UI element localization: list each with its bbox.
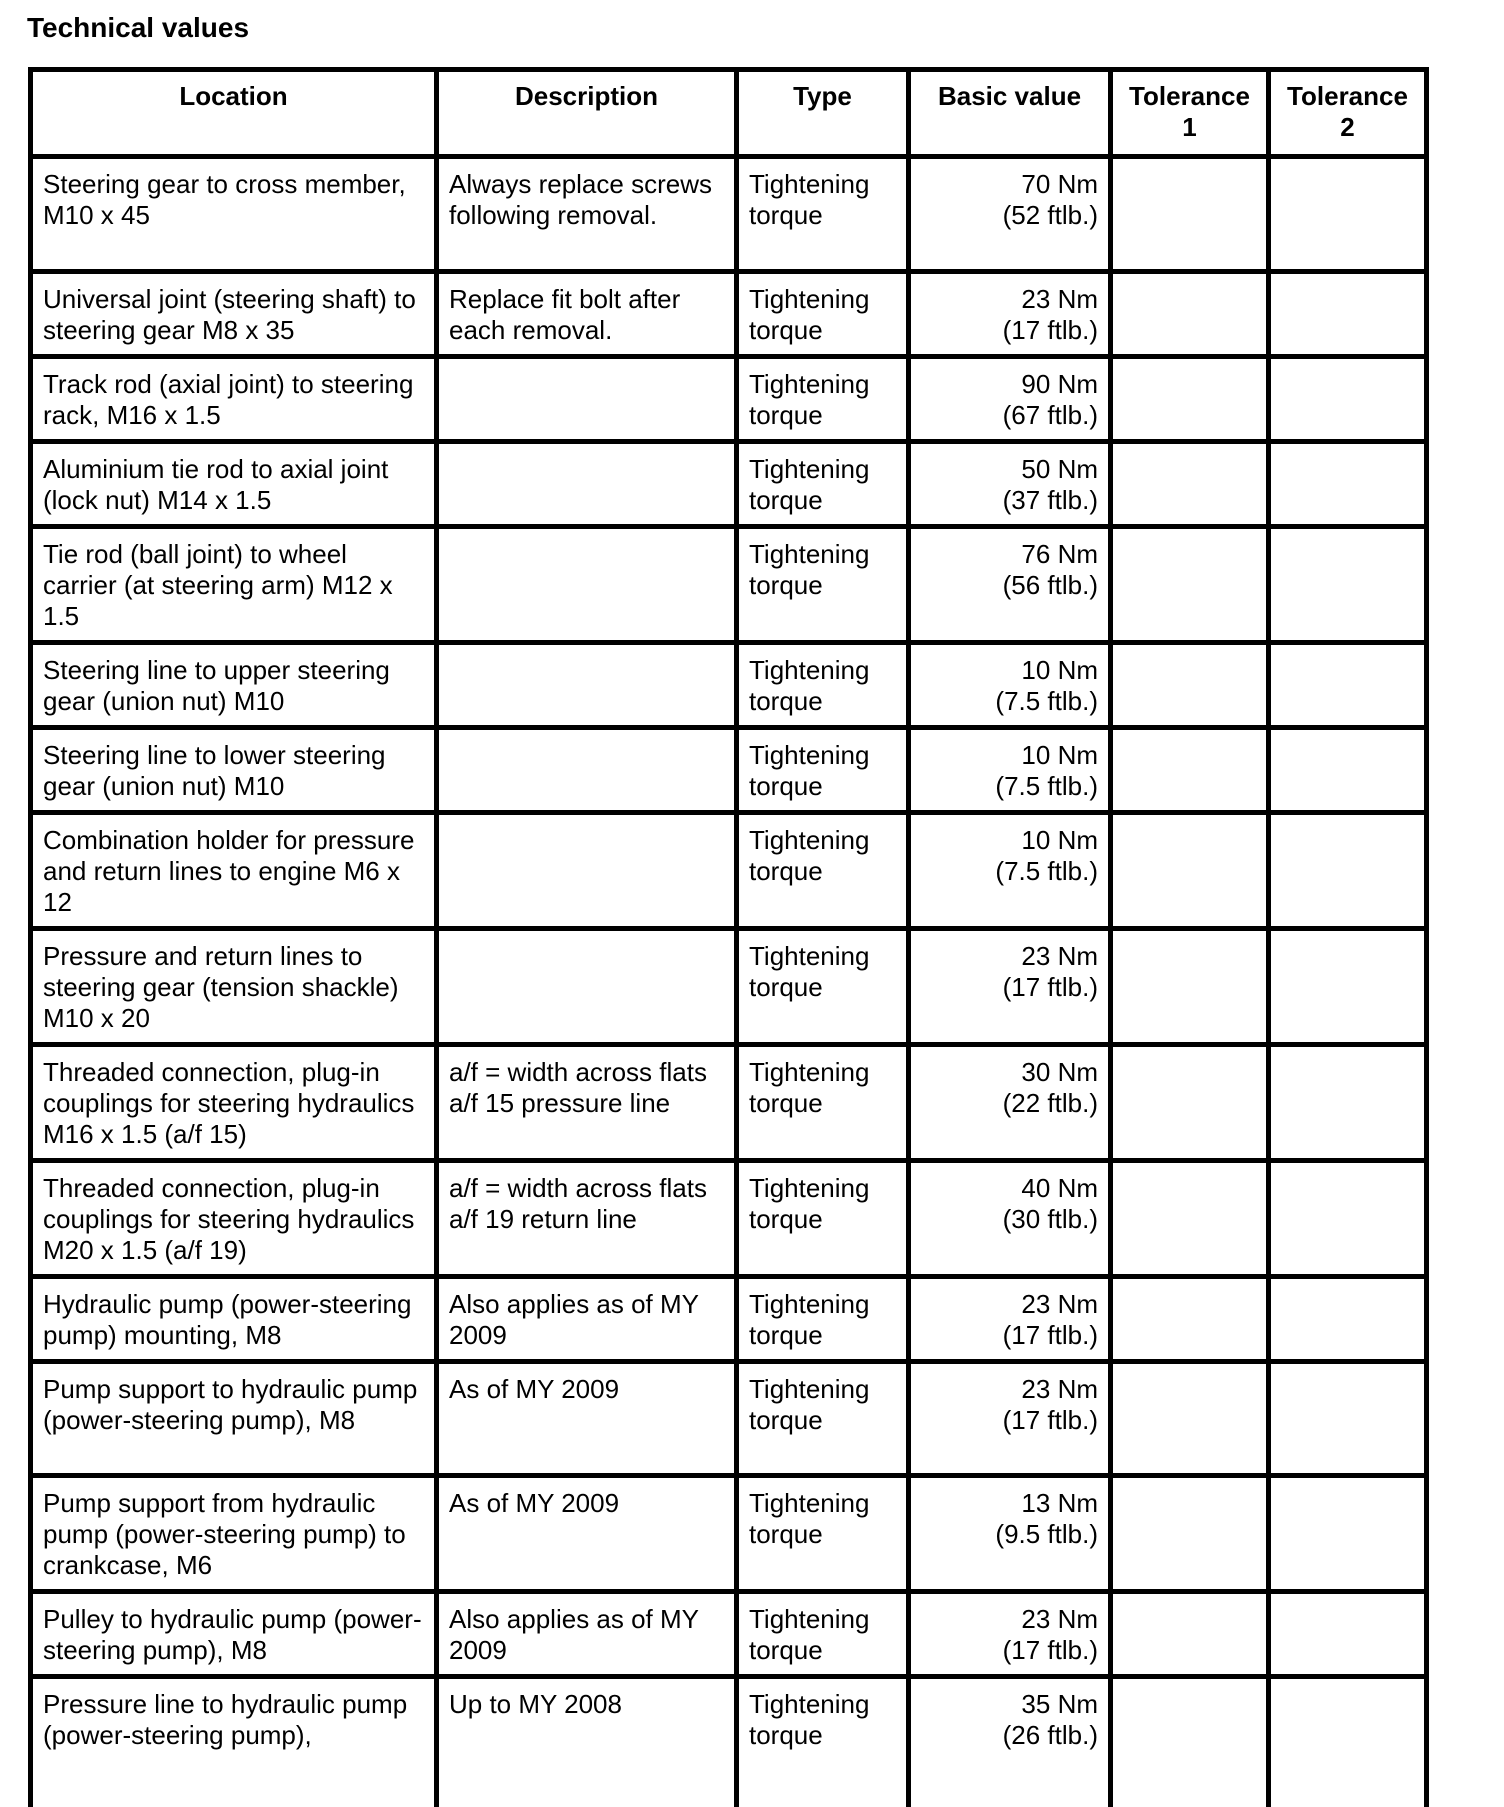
type-cell: Tightening torque [737, 929, 909, 1045]
technical-values-table-container [28, 67, 1424, 1807]
tolerance-2-cell [1269, 1476, 1427, 1592]
basic-value-cell [909, 1045, 1111, 1161]
table-row [31, 643, 1427, 728]
type-cell: Tightening torque [737, 643, 909, 728]
description-cell [437, 813, 737, 929]
basic-value-ftlb: (17 ftlb.) [1002, 1320, 1098, 1350]
tolerance-2-cell [1269, 442, 1427, 527]
basic-value-ftlb: (30 ftlb.) [1002, 1204, 1098, 1234]
location-cell: Track rod (axial joint) to steering rack, M16 x 1.5 [31, 357, 437, 442]
tolerance-1-cell [1111, 442, 1269, 527]
basic-value-cell [909, 1476, 1111, 1592]
tolerance-1-cell [1111, 813, 1269, 929]
type-cell: Tightening torque [737, 728, 909, 813]
type-cell: Tightening torque [737, 1476, 909, 1592]
basic-value-ftlb: (17 ftlb.) [1002, 315, 1098, 345]
location-cell: Aluminium tie rod to axial joint (lock nut) M14 x 1.5 [31, 442, 437, 527]
basic-value-nm: 23 Nm [1021, 284, 1098, 314]
location-cell: Threaded connection, plug-in couplings for steering hydraulics M16 x 1.5 (a/f 15) [31, 1045, 437, 1161]
tolerance-2-cell [1269, 1161, 1427, 1277]
tolerance-1-cell [1111, 1045, 1269, 1161]
table-row [31, 272, 1427, 357]
tolerance-2-cell [1269, 527, 1427, 643]
basic-value-ftlb: (7.5 ftlb.) [995, 686, 1098, 716]
description-cell: Also applies as of MY 2009 [437, 1592, 737, 1677]
technical-values-table [28, 67, 1429, 1807]
description-cell: As of MY 2009 [437, 1476, 737, 1592]
description-cell: a/f = width across flats a/f 19 return line [437, 1161, 737, 1277]
tolerance-1-cell [1111, 1592, 1269, 1677]
column-header-tolerance-1: Tolerance 1 [1111, 70, 1269, 157]
table-row [31, 1045, 1427, 1161]
type-cell: Tightening torque [737, 1362, 909, 1476]
description-cell [437, 728, 737, 813]
table-row [31, 1677, 1427, 1807]
basic-value-cell [909, 1277, 1111, 1362]
tolerance-2-cell [1269, 643, 1427, 728]
basic-value-nm: 76 Nm [1021, 539, 1098, 569]
location-cell: Tie rod (ball joint) to wheel carrier (at steering arm) M12 x 1.5 [31, 527, 437, 643]
location-cell: Pump support to hydraulic pump (power-steering pump), M8 [31, 1362, 437, 1476]
tolerance-1-cell [1111, 728, 1269, 813]
table-row [31, 929, 1427, 1045]
basic-value-cell [909, 157, 1111, 272]
table-row [31, 527, 1427, 643]
tolerance-1-cell [1111, 1362, 1269, 1476]
basic-value-cell [909, 1161, 1111, 1277]
type-cell: Tightening torque [737, 272, 909, 357]
basic-value-nm: 10 Nm [1021, 825, 1098, 855]
basic-value-ftlb: (56 ftlb.) [1002, 570, 1098, 600]
type-cell: Tightening torque [737, 1161, 909, 1277]
location-cell: Steering gear to cross member, M10 x 45 [31, 157, 437, 272]
column-header-location: Location [31, 70, 437, 157]
basic-value-cell [909, 1362, 1111, 1476]
basic-value-nm: 30 Nm [1021, 1057, 1098, 1087]
location-cell: Pump support from hydraulic pump (power-steering pump) to crankcase, M6 [31, 1476, 437, 1592]
basic-value-cell [909, 527, 1111, 643]
description-cell [437, 643, 737, 728]
basic-value-cell [909, 929, 1111, 1045]
description-cell [437, 929, 737, 1045]
basic-value-cell [909, 1592, 1111, 1677]
basic-value-nm: 10 Nm [1021, 655, 1098, 685]
tolerance-1-cell [1111, 357, 1269, 442]
location-cell: Steering line to lower steering gear (union nut) M10 [31, 728, 437, 813]
type-cell: Tightening torque [737, 527, 909, 643]
table-row [31, 1476, 1427, 1592]
basic-value-cell [909, 272, 1111, 357]
tolerance-2-cell [1269, 357, 1427, 442]
type-cell: Tightening torque [737, 813, 909, 929]
basic-value-nm: 35 Nm [1021, 1689, 1098, 1719]
type-cell: Tightening torque [737, 442, 909, 527]
basic-value-nm: 23 Nm [1021, 941, 1098, 971]
tolerance-1-cell [1111, 1476, 1269, 1592]
type-cell: Tightening torque [737, 357, 909, 442]
basic-value-cell [909, 357, 1111, 442]
table-row [31, 357, 1427, 442]
description-cell: Also applies as of MY 2009 [437, 1277, 737, 1362]
basic-value-ftlb: (9.5 ftlb.) [995, 1519, 1098, 1549]
basic-value-ftlb: (52 ftlb.) [1002, 200, 1098, 230]
description-cell: As of MY 2009 [437, 1362, 737, 1476]
location-cell: Pulley to hydraulic pump (power-steering pump), M8 [31, 1592, 437, 1677]
table-header-row [31, 70, 1427, 157]
basic-value-ftlb: (37 ftlb.) [1002, 485, 1098, 515]
description-cell [437, 527, 737, 643]
tolerance-1-cell [1111, 929, 1269, 1045]
table-row [31, 1592, 1427, 1677]
tolerance-2-cell [1269, 1045, 1427, 1161]
basic-value-cell [909, 813, 1111, 929]
tolerance-2-cell [1269, 1277, 1427, 1362]
tolerance-2-cell [1269, 1362, 1427, 1476]
tolerance-1-cell [1111, 1677, 1269, 1807]
type-cell: Tightening torque [737, 1277, 909, 1362]
location-cell: Threaded connection, plug-in couplings for steering hydraulics M20 x 1.5 (a/f 19) [31, 1161, 437, 1277]
basic-value-nm: 10 Nm [1021, 740, 1098, 770]
table-row [31, 1277, 1427, 1362]
tolerance-1-cell [1111, 1277, 1269, 1362]
description-cell [437, 442, 737, 527]
basic-value-nm: 50 Nm [1021, 454, 1098, 484]
table-row [31, 1362, 1427, 1476]
basic-value-ftlb: (67 ftlb.) [1002, 400, 1098, 430]
basic-value-ftlb: (17 ftlb.) [1002, 972, 1098, 1002]
basic-value-nm: 70 Nm [1021, 169, 1098, 199]
tolerance-2-cell [1269, 929, 1427, 1045]
type-cell: Tightening torque [737, 1677, 909, 1807]
column-header-description: Description [437, 70, 737, 157]
basic-value-cell [909, 442, 1111, 527]
tolerance-2-cell [1269, 728, 1427, 813]
basic-value-ftlb: (7.5 ftlb.) [995, 856, 1098, 886]
table-row [31, 1161, 1427, 1277]
tolerance-1-cell [1111, 643, 1269, 728]
tolerance-2-cell [1269, 813, 1427, 929]
description-cell: a/f = width across flats a/f 15 pressure line [437, 1045, 737, 1161]
type-cell: Tightening torque [737, 1592, 909, 1677]
basic-value-nm: 23 Nm [1021, 1289, 1098, 1319]
basic-value-ftlb: (17 ftlb.) [1002, 1635, 1098, 1665]
tolerance-1-cell [1111, 157, 1269, 272]
location-cell: Hydraulic pump (power-steering pump) mounting, M8 [31, 1277, 437, 1362]
basic-value-nm: 90 Nm [1021, 369, 1098, 399]
tolerance-2-cell [1269, 272, 1427, 357]
type-cell: Tightening torque [737, 1045, 909, 1161]
tolerance-2-cell [1269, 157, 1427, 272]
basic-value-nm: 13 Nm [1021, 1488, 1098, 1518]
description-cell: Replace fit bolt after each removal. [437, 272, 737, 357]
column-header-type: Type [737, 70, 909, 157]
location-cell: Steering line to upper steering gear (union nut) M10 [31, 643, 437, 728]
description-cell: Always replace screws following removal. [437, 157, 737, 272]
basic-value-nm: 40 Nm [1021, 1173, 1098, 1203]
tolerance-2-cell [1269, 1592, 1427, 1677]
basic-value-cell [909, 1677, 1111, 1807]
basic-value-ftlb: (17 ftlb.) [1002, 1405, 1098, 1435]
location-cell: Universal joint (steering shaft) to steering gear M8 x 35 [31, 272, 437, 357]
tolerance-1-cell [1111, 272, 1269, 357]
basic-value-ftlb: (22 ftlb.) [1002, 1088, 1098, 1118]
description-cell [437, 357, 737, 442]
tolerance-1-cell [1111, 1161, 1269, 1277]
table-body [31, 157, 1427, 1807]
basic-value-cell [909, 728, 1111, 813]
basic-value-nm: 23 Nm [1021, 1374, 1098, 1404]
tolerance-2-cell [1269, 1677, 1427, 1807]
table-row [31, 728, 1427, 813]
location-cell: Pressure line to hydraulic pump (power-steering pump), [31, 1677, 437, 1807]
basic-value-cell [909, 643, 1111, 728]
page-title: Technical values [27, 12, 250, 43]
description-cell: Up to MY 2008 [437, 1677, 737, 1807]
type-cell: Tightening torque [737, 157, 909, 272]
location-cell: Combination holder for pressure and return lines to engine M6 x 12 [31, 813, 437, 929]
table-row [31, 442, 1427, 527]
table-row [31, 157, 1427, 272]
basic-value-nm: 23 Nm [1021, 1604, 1098, 1634]
table-row [31, 813, 1427, 929]
column-header-basic-value: Basic value [909, 70, 1111, 157]
basic-value-ftlb: (7.5 ftlb.) [995, 771, 1098, 801]
basic-value-ftlb: (26 ftlb.) [1002, 1720, 1098, 1750]
tolerance-1-cell [1111, 527, 1269, 643]
location-cell: Pressure and return lines to steering gear (tension shackle) M10 x 20 [31, 929, 437, 1045]
column-header-tolerance-2: Tolerance 2 [1269, 70, 1427, 157]
